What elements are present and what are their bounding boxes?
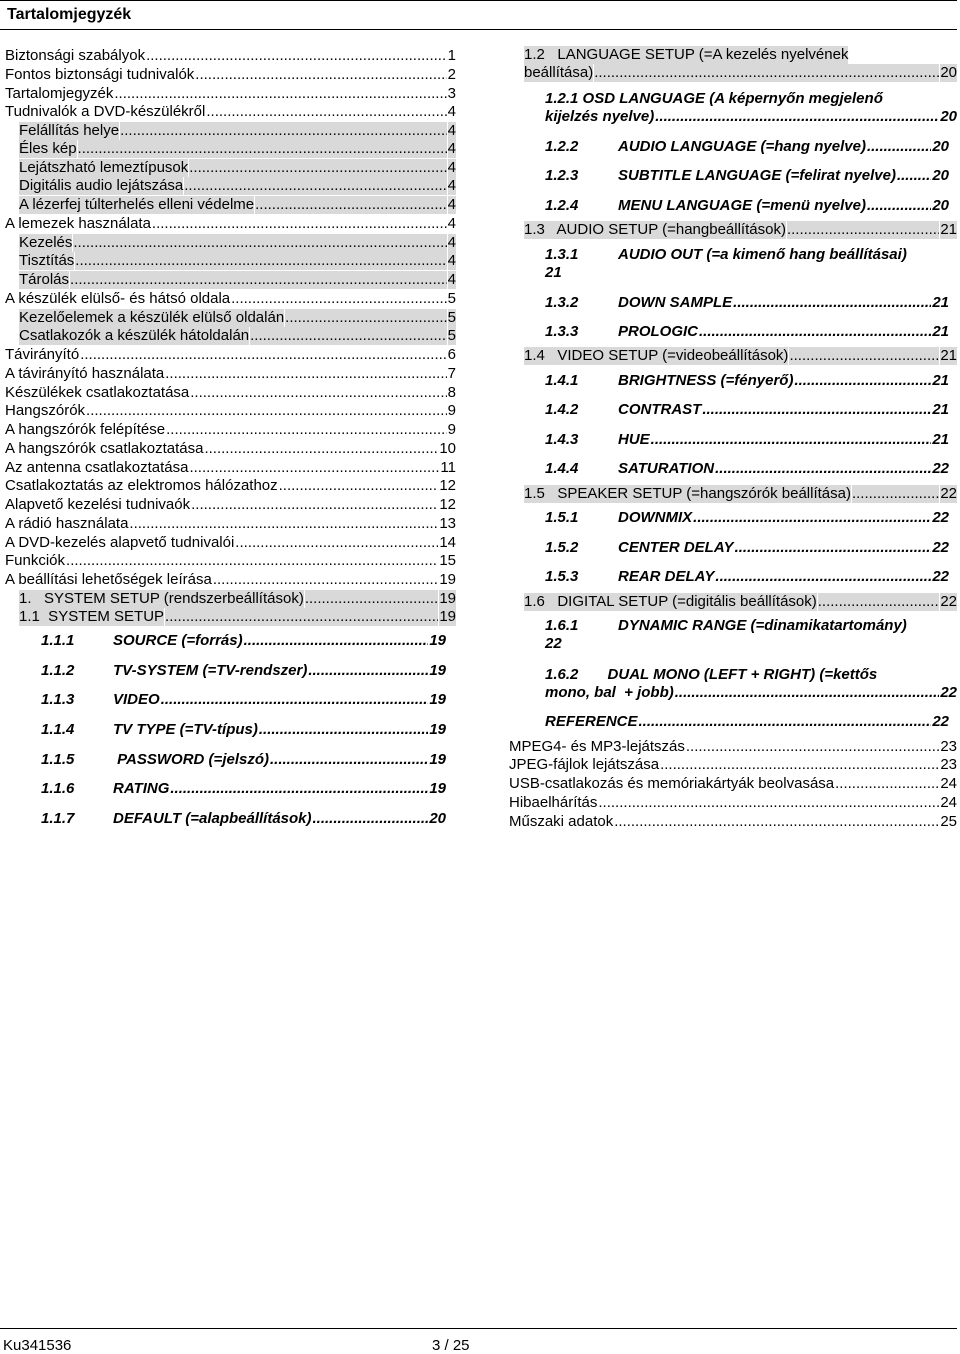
toc-entry-number: 1.1.1 — [41, 632, 75, 649]
toc-entry-page: 20 — [429, 810, 446, 827]
toc-entry-label: SUBTITLE LANGUAGE (=felirat nyelve) — [618, 167, 896, 184]
toc-entry-page: 21 — [545, 264, 562, 281]
toc-leader-dots — [715, 568, 931, 586]
toc-entry — [19, 122, 456, 140]
toc-subentry — [545, 431, 949, 449]
toc-entry-label: 1.2.1 OSD LANGUAGE (A képernyőn megjelenő — [545, 90, 883, 107]
toc-entry-line — [545, 108, 957, 126]
page-number: 3 / 25 — [432, 1337, 470, 1354]
toc-entry-number: 1.2.4 — [545, 197, 579, 214]
toc-entry-page: 22 — [932, 460, 949, 477]
toc-leader-dots — [191, 496, 438, 514]
toc-leader-dots — [166, 421, 447, 439]
toc-entry-page: 4 — [447, 271, 456, 288]
toc-entry-page: 20 — [932, 138, 949, 155]
toc-entry — [509, 775, 957, 793]
toc-entry-page: 22 — [932, 713, 949, 730]
page-title: Tartalomjegyzék — [7, 6, 132, 23]
toc-entry-number: 1.4.2 — [545, 401, 579, 418]
toc-entry — [19, 159, 456, 177]
toc-entry-page: 19 — [429, 780, 446, 797]
toc-entry-page: 19 — [439, 590, 456, 607]
toc-subentry — [545, 568, 949, 586]
toc-entry — [5, 85, 456, 103]
toc-entry-page: 6 — [447, 346, 456, 363]
toc-leader-dots — [787, 221, 939, 239]
toc-entry-number: 1.1.7 — [41, 810, 75, 827]
toc-entry-label: A távirányító használata — [5, 365, 165, 382]
toc-entry-page: 4 — [447, 252, 456, 269]
toc-entry-label: A lemezek használata — [5, 215, 151, 232]
toc-subentry — [545, 167, 949, 185]
toc-entry — [5, 290, 456, 308]
toc-entry-line — [545, 617, 957, 635]
toc-leader-dots — [70, 271, 447, 289]
toc-entry-page: 22 — [932, 509, 949, 526]
toc-leader-dots — [733, 294, 931, 312]
toc-entry-label: A hangszórók csatlakoztatása — [5, 440, 204, 457]
toc-entry-page: 15 — [439, 552, 456, 569]
toc-leader-dots — [165, 365, 446, 383]
toc-entry-label: Kezelés — [19, 234, 73, 251]
toc-entry-label: HUE — [618, 431, 650, 448]
toc-entry-page: 1 — [447, 47, 456, 64]
toc-subentry — [545, 617, 957, 653]
toc-entry-page: 11 — [440, 459, 456, 476]
toc-entry-page: 12 — [439, 496, 456, 513]
toc-leader-dots — [270, 751, 428, 769]
toc-leader-dots — [161, 691, 429, 709]
toc-entry — [5, 421, 456, 439]
toc-entry-label: Csatlakoztatás az elektromos hálózathoz — [5, 477, 278, 494]
toc-entry-page: 4 — [447, 140, 456, 157]
toc-entry-label: 1.3 AUDIO SETUP (=hangbeállítások) — [524, 221, 786, 238]
toc-entry — [19, 140, 456, 158]
toc-entry-page: 21 — [932, 431, 949, 448]
toc-entry-label: 1.6.2 DUAL MONO (LEFT + RIGHT) (=kettős — [545, 666, 878, 683]
toc-entry-label: A lézerfej túlterhelés elleni védelme — [19, 196, 255, 213]
toc-entry-page: 22 — [545, 635, 562, 652]
toc-leader-dots — [259, 721, 428, 739]
toc-entry-page: 19 — [439, 571, 456, 588]
toc-entry — [5, 571, 456, 589]
toc-entry — [509, 794, 957, 812]
toc-entry-page: 13 — [439, 515, 456, 532]
toc-entry-page: 22 — [940, 593, 957, 610]
toc-leader-dots — [686, 738, 939, 756]
toc-subentry — [545, 372, 949, 390]
toc-entry-number: 1.4.3 — [545, 431, 579, 448]
toc-entry-page: 5 — [447, 309, 456, 326]
toc-entry-number: 1.5.1 — [545, 509, 579, 526]
toc-leader-dots — [146, 47, 447, 65]
toc-leader-dots — [598, 794, 939, 812]
toc-entry-label: Lejátszható lemeztípusok — [19, 159, 189, 176]
toc-entry-label: Hangszórók — [5, 402, 86, 419]
toc-entry-label: Digitális audio lejátszása — [19, 177, 184, 194]
footer-rule — [0, 1328, 957, 1329]
toc-leader-dots — [305, 590, 438, 608]
toc-entry-page: 24 — [940, 775, 957, 792]
toc-leader-dots — [735, 539, 932, 557]
toc-entry-label: SOURCE (=forrás) — [113, 632, 243, 649]
toc-subentry — [41, 691, 446, 709]
toc-entry-label: Fontos biztonsági tudnivalók — [5, 66, 195, 83]
header-bottom-rule — [0, 29, 957, 30]
toc-entry — [19, 271, 456, 289]
toc-leader-dots — [195, 66, 446, 84]
toc-entry-label: Csatlakozók a készülék hátoldalán — [19, 327, 250, 344]
toc-leader-dots — [152, 215, 447, 233]
toc-entry-number: 1.5.2 — [545, 539, 579, 556]
toc-entry-page: 21 — [932, 294, 949, 311]
toc-entry-label: Hibaelhárítás — [509, 794, 598, 811]
toc-entry-page: 25 — [940, 813, 957, 830]
toc-entry-number: 1.3.3 — [545, 323, 579, 340]
toc-entry-label: beállítása) — [524, 64, 594, 81]
toc-entry-label: TV TYPE (=TV-típus) — [113, 721, 258, 738]
toc-entry-page: 20 — [932, 197, 949, 214]
toc-entry — [524, 485, 957, 503]
toc-entry-page: 9 — [447, 421, 456, 438]
toc-entry-label: Tárolás — [19, 271, 70, 288]
toc-entry-page: 24 — [940, 794, 957, 811]
toc-subentry — [41, 751, 446, 769]
toc-entry-page: 4 — [447, 196, 456, 213]
toc-entry-page: 20 — [940, 64, 957, 81]
toc-entry-page: 5 — [447, 290, 456, 307]
toc-entry-page: 19 — [429, 632, 446, 649]
toc-leader-dots — [184, 177, 446, 195]
toc-entry-label: CENTER DELAY — [618, 539, 734, 556]
toc-leader-dots — [204, 440, 438, 458]
toc-entry — [5, 402, 456, 420]
toc-entry — [5, 384, 456, 402]
toc-entry-page: 19 — [429, 721, 446, 738]
toc-leader-dots — [73, 234, 446, 252]
toc-entry-page: 22 — [940, 485, 957, 502]
toc-entry-label: A DVD-kezelés alapvető tudnivalói — [5, 534, 235, 551]
toc-entry-label: Távirányító — [5, 346, 80, 363]
toc-entry — [19, 327, 456, 345]
toc-entry-label: DEFAULT (=alapbeállítások) — [113, 810, 312, 827]
toc-entry — [524, 347, 957, 365]
toc-leader-dots — [867, 138, 931, 156]
toc-entry-page: 7 — [447, 365, 456, 382]
toc-entry-number: 1.2.2 — [545, 138, 579, 155]
toc-leader-dots — [66, 552, 438, 570]
toc-entry — [5, 215, 456, 233]
toc-leader-dots — [818, 593, 940, 611]
toc-leader-dots — [867, 197, 931, 215]
toc-entry-label: CONTRAST — [618, 401, 702, 418]
toc-entry-page: 19 — [439, 608, 456, 625]
toc-entry — [19, 608, 456, 626]
toc-entry-page: 22 — [940, 684, 957, 701]
toc-subentry — [545, 401, 949, 419]
toc-entry-label: 1.1 SYSTEM SETUP — [19, 608, 165, 625]
toc-entry-label: JPEG-fájlok lejátszása — [509, 756, 660, 773]
toc-leader-dots — [639, 713, 932, 731]
toc-entry-label: Tudnivalók a DVD-készülékről — [5, 103, 206, 120]
toc-entry — [545, 90, 957, 126]
toc-entry-label: DOWN SAMPLE — [618, 294, 733, 311]
toc-entry-number: 1.4.4 — [545, 460, 579, 477]
toc-entry-label: Biztonsági szabályok — [5, 47, 146, 64]
toc-entry-label: AUDIO OUT (=a kimenő hang beállításai) — [618, 246, 907, 263]
toc-subentry — [41, 810, 446, 828]
toc-leader-dots — [165, 608, 438, 626]
toc-subentry — [41, 721, 446, 739]
toc-entry-number: 1.1.6 — [41, 780, 75, 797]
toc-entry-label: 1.4 VIDEO SETUP (=videobeállítások) — [524, 347, 789, 364]
toc-entry-page: 20 — [932, 167, 949, 184]
toc-entry-label: Tisztítás — [19, 252, 75, 269]
toc-subentry — [545, 509, 949, 527]
toc-entry-label: Funkciók — [5, 552, 66, 569]
toc-entry-label: REAR DELAY — [618, 568, 715, 585]
toc-entry — [5, 47, 456, 65]
toc-entry-page: 22 — [932, 568, 949, 585]
toc-entry-number: 1.3.1 — [545, 246, 579, 263]
toc-leader-dots — [170, 780, 428, 798]
toc-leader-dots — [715, 460, 931, 478]
toc-entry-label: 1. SYSTEM SETUP (rendszerbeállítások) — [19, 590, 304, 607]
toc-leader-dots — [655, 108, 939, 126]
toc-entry-page: 19 — [429, 691, 446, 708]
toc-subentry — [545, 138, 949, 156]
toc-entry-page: 5 — [447, 327, 456, 344]
toc-entry-label: TV-SYSTEM (=TV-rendszer) — [113, 662, 308, 679]
toc-entry — [509, 756, 957, 774]
toc-leader-dots — [86, 402, 447, 420]
toc-entry-label: kijelzés nyelve) — [545, 108, 655, 125]
toc-entry-page: 19 — [429, 751, 446, 768]
toc-entry-page: 4 — [447, 234, 456, 251]
toc-entry-label: Tartalomjegyzék — [5, 85, 114, 102]
toc-entry-label: Műszaki adatok — [509, 813, 614, 830]
toc-leader-dots — [189, 159, 446, 177]
toc-entry-page: 21 — [940, 347, 957, 364]
toc-leader-dots — [852, 485, 939, 503]
toc-entry — [5, 103, 456, 121]
toc-leader-dots — [120, 122, 447, 140]
toc-subentry — [41, 662, 446, 680]
toc-subentry — [545, 294, 949, 312]
toc-entry — [19, 252, 456, 270]
toc-subentry — [41, 780, 446, 798]
toc-leader-dots — [206, 103, 446, 121]
toc-leader-dots — [794, 372, 931, 390]
toc-entry — [19, 234, 456, 252]
toc-entry-page: 4 — [447, 122, 456, 139]
toc-entry-page: 3 — [447, 85, 456, 102]
toc-entry-label: 1.2 LANGUAGE SETUP (=A kezelés nyelvének — [524, 46, 849, 63]
toc-entry-page: 4 — [447, 177, 456, 194]
toc-entry-label: Készülékek csatlakoztatása — [5, 384, 190, 401]
toc-subentry — [545, 713, 949, 731]
toc-entry — [5, 496, 456, 514]
document-code: Ku341536 — [3, 1337, 72, 1354]
toc-leader-dots — [80, 346, 446, 364]
toc-entry — [509, 813, 957, 831]
toc-leader-dots — [835, 775, 939, 793]
toc-leader-dots — [651, 431, 932, 449]
toc-leader-dots — [250, 327, 447, 345]
toc-entry-label: MENU LANGUAGE (=menü nyelve) — [618, 197, 866, 214]
toc-entry-label: AUDIO LANGUAGE (=hang nyelve) — [618, 138, 866, 155]
toc-entry — [19, 177, 456, 195]
toc-entry — [5, 534, 456, 552]
toc-entry-page: 21 — [932, 401, 949, 418]
toc-entry-page: 20 — [940, 108, 957, 125]
toc-entry-page: 4 — [447, 159, 456, 176]
toc-leader-dots — [693, 509, 931, 527]
toc-entry-number: 1.1.2 — [41, 662, 75, 679]
toc-entry — [5, 440, 456, 458]
toc-leader-dots — [78, 140, 447, 158]
header-top-rule — [0, 0, 957, 1]
toc-subentry — [41, 632, 446, 650]
page-footer — [0, 1328, 960, 1353]
toc-subentry — [545, 246, 957, 282]
toc-leader-dots — [897, 167, 931, 185]
toc-subentry — [545, 197, 949, 215]
toc-entry-number: 1.3.2 — [545, 294, 579, 311]
toc-entry-page: 14 — [439, 534, 456, 551]
toc-leader-dots — [255, 196, 447, 214]
toc-entry-number: 1.1.3 — [41, 691, 75, 708]
toc-entry-line — [545, 684, 957, 702]
toc-entry — [524, 221, 957, 239]
toc-leader-dots — [660, 756, 939, 774]
toc-entry-page: 4 — [447, 215, 456, 232]
toc-entry-page: 23 — [940, 756, 957, 773]
toc-entry-label: PASSWORD (=jelszó) — [113, 751, 269, 768]
toc-entry-page: 21 — [940, 221, 957, 238]
toc-entry-label: A beállítási lehetőségek leírása — [5, 571, 212, 588]
toc-entry-label: RATING — [113, 780, 170, 797]
toc-leader-dots — [789, 347, 939, 365]
toc-entry-label: Alapvető kezelési tudnivaók — [5, 496, 191, 513]
toc-entry-number: 1.1.5 — [41, 751, 75, 768]
toc-leader-dots — [231, 290, 447, 308]
toc-entry-label: 1.5 SPEAKER SETUP (=hangszórók beállítása) — [524, 485, 851, 502]
toc-leader-dots — [285, 309, 446, 327]
toc-entry — [5, 66, 456, 84]
toc-entry-page: 22 — [932, 539, 949, 556]
toc-leader-dots — [189, 459, 439, 477]
toc-entry-label: USB-csatlakozás és memóriakártyák beolvasása — [509, 775, 835, 792]
toc-entry-number: 1.6.1 — [545, 617, 579, 634]
toc-entry — [5, 477, 456, 495]
toc-leader-dots — [313, 810, 429, 828]
toc-entry-label: VIDEO — [113, 691, 160, 708]
toc-leader-dots — [702, 401, 931, 419]
toc-entry-label: 1.6 DIGITAL SETUP (=digitális beállítások) — [524, 593, 817, 610]
toc-subentry — [545, 460, 949, 478]
toc-entry-page: 21 — [932, 323, 949, 340]
toc-entry — [5, 552, 456, 570]
toc-leader-dots — [129, 515, 438, 533]
page-header — [0, 0, 960, 31]
toc-entry — [524, 46, 957, 82]
toc-entry-label: DOWNMIX — [618, 509, 693, 526]
toc-entry — [19, 309, 456, 327]
toc-entry-number: 1.5.3 — [545, 568, 579, 585]
toc-entry-label: Éles kép — [19, 140, 77, 157]
toc-entry — [5, 515, 456, 533]
toc-leader-dots — [675, 684, 940, 702]
toc-entry — [19, 196, 456, 214]
toc-entry-label: MPEG4- és MP3-lejátszás — [509, 738, 685, 755]
toc-entry-label: mono, bal + jobb) — [545, 684, 674, 701]
toc-leader-dots — [213, 571, 439, 589]
toc-entry-page: 10 — [439, 440, 456, 457]
toc-leader-dots — [75, 252, 446, 270]
toc-entry-number: 1.2.3 — [545, 167, 579, 184]
toc-entry-label: DYNAMIC RANGE (=dinamikatartomány) — [618, 617, 907, 634]
toc-entry-page: 2 — [447, 66, 456, 83]
toc-entry-number: 1.1.4 — [41, 721, 75, 738]
toc-leader-dots — [244, 632, 429, 650]
toc-leader-dots — [279, 477, 439, 495]
toc-leader-dots — [235, 534, 438, 552]
toc-leader-dots — [614, 813, 939, 831]
toc-leader-dots — [114, 85, 446, 103]
toc-entry-number: 1.4.1 — [545, 372, 579, 389]
toc-entry — [5, 365, 456, 383]
toc-entry-line — [545, 246, 957, 264]
toc-entry-label: A hangszórók felépítése — [5, 421, 166, 438]
toc-entry-label: Felállítás helye — [19, 122, 120, 139]
toc-entry-page: 19 — [429, 662, 446, 679]
toc-entry-label: REFERENCE — [545, 713, 638, 730]
toc-entry-page: 4 — [447, 103, 456, 120]
toc-entry-label: Az antenna csatlakoztatása — [5, 459, 189, 476]
toc-entry-page: 9 — [447, 402, 456, 419]
toc-leader-dots — [594, 64, 939, 82]
toc-entry — [5, 346, 456, 364]
toc-entry-label: SATURATION — [618, 460, 715, 477]
toc-entry — [5, 459, 456, 477]
toc-entry-page: 23 — [940, 738, 957, 755]
toc-subentry — [545, 323, 949, 341]
toc-entry — [509, 738, 957, 756]
toc-entry-page: 21 — [932, 372, 949, 389]
toc-entry-label: PROLOGIC — [618, 323, 699, 340]
toc-entry-label: A rádió használata — [5, 515, 129, 532]
toc-entry — [19, 590, 456, 608]
toc-entry — [524, 593, 957, 611]
toc-entry-page: 8 — [447, 384, 456, 401]
toc-entry — [545, 666, 957, 702]
toc-entry-page: 12 — [439, 477, 456, 494]
toc-leader-dots — [190, 384, 446, 402]
toc-leader-dots — [699, 323, 931, 341]
toc-subentry — [545, 539, 949, 557]
toc-entry-label: A készülék elülső- és hátsó oldala — [5, 290, 231, 307]
toc-entry-line — [524, 64, 957, 82]
toc-entry-label: Kezelőelemek a készülék elülső oldalán — [19, 309, 285, 326]
toc-entry-label: BRIGHTNESS (=fényerő) — [618, 372, 794, 389]
toc-leader-dots — [308, 662, 428, 680]
